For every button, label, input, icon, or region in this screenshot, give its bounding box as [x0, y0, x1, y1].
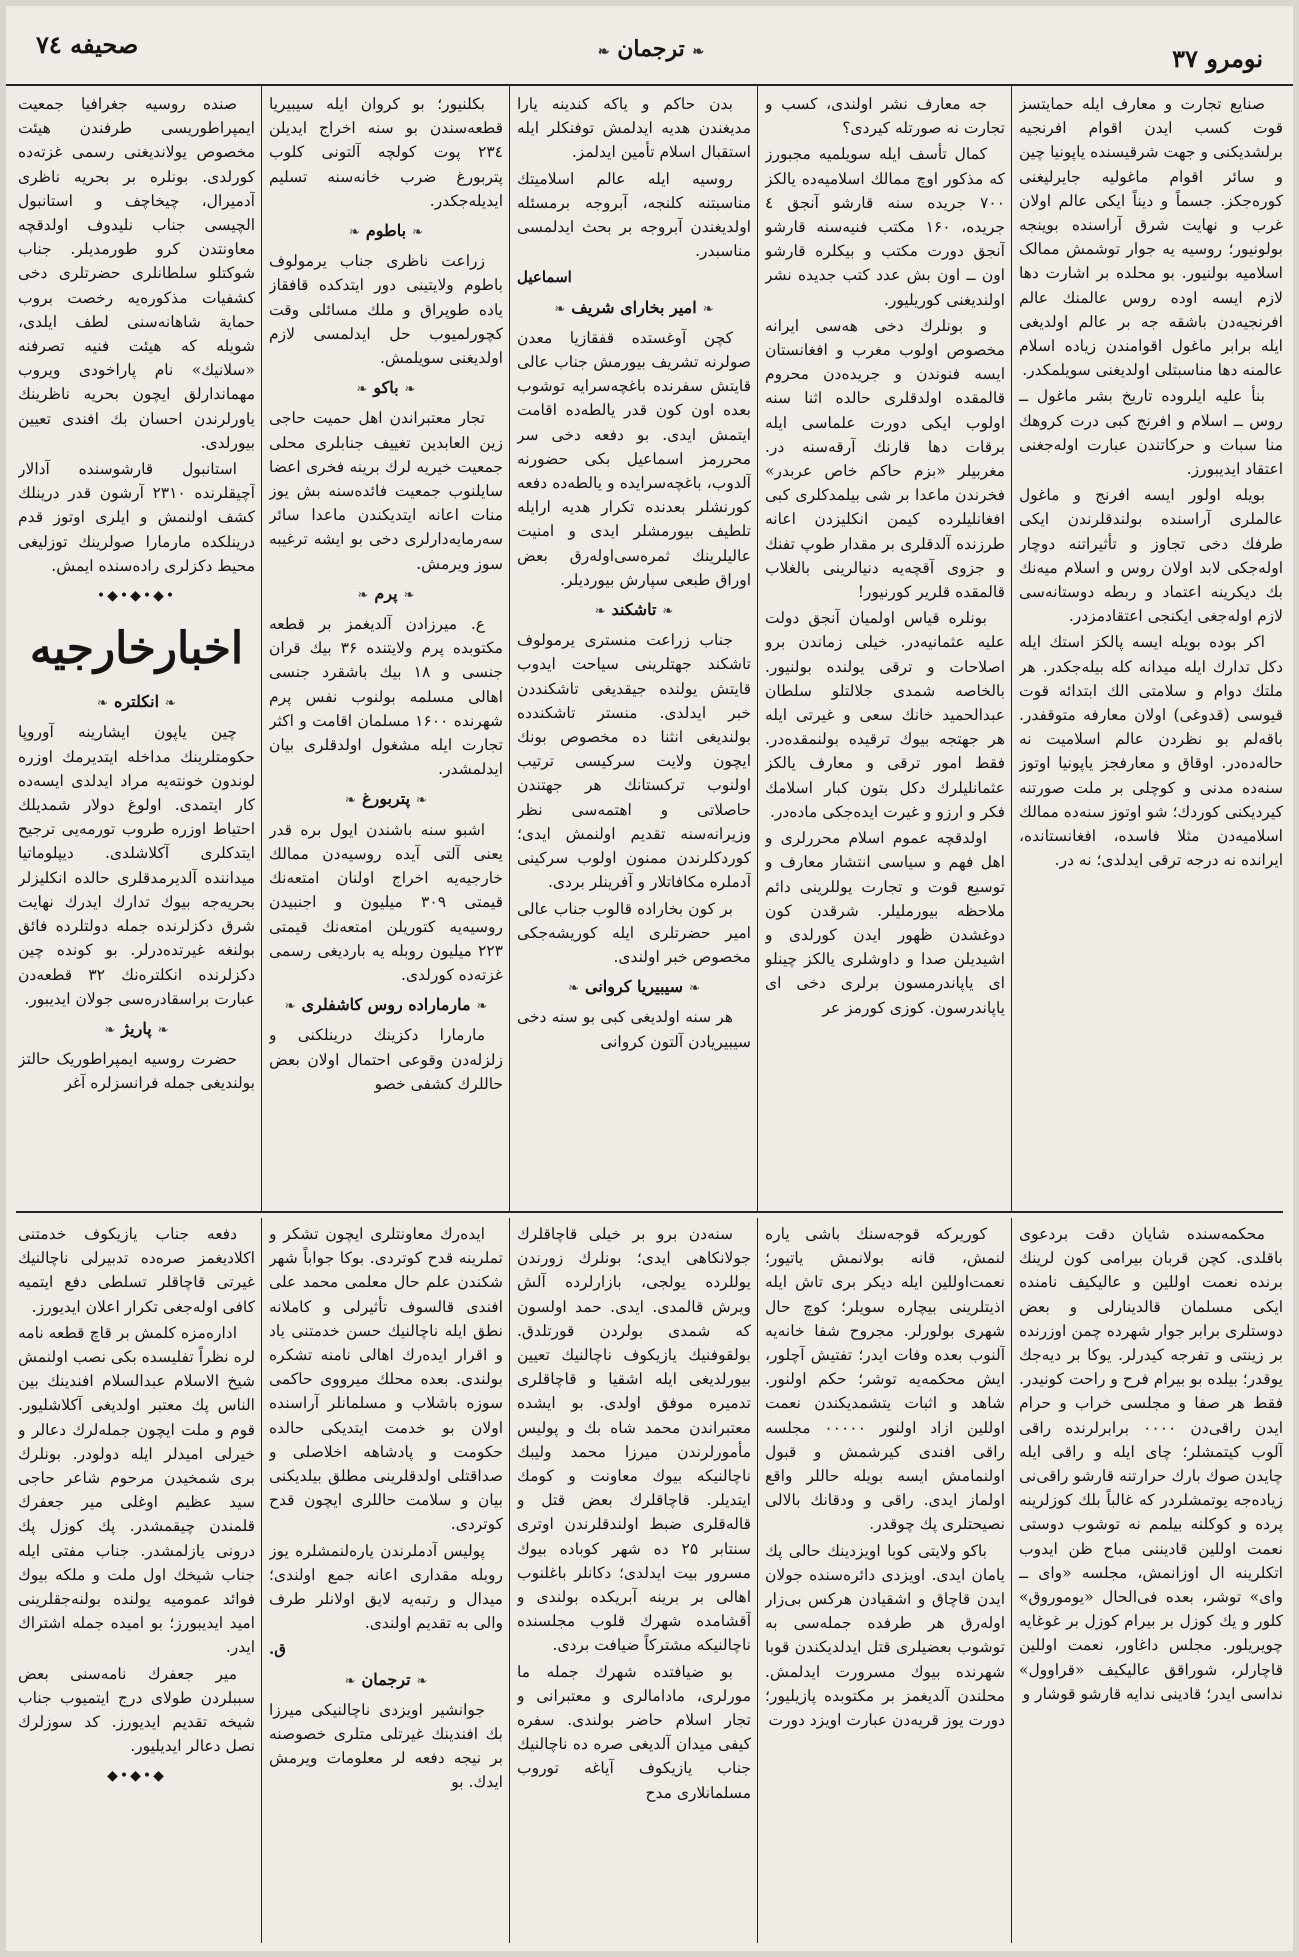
paragraph: میر جعفرك نامەسنی بعض سببلردن طولای درج ایتمیوب جناب شیخه تقدیم ایدیورز. کد سوزلرك نصل دعالر ایدیلیور.	[18, 1664, 255, 1756]
paragraph: اولدقچه عموم اسلام محررلری و اهل فهم و سیاسی انتشار معارف و توسیع قوت و تجارت یوللرینی دائم ملاحظه بیورملیلر. شرقدن کون دوغشدن ظهور ایدن کورلدی و اشیدیلن صدا و داوشلری یالکز چینلو ای یاپاندرمسون برلری دخی ای یاپاندرسون. کوزی کورمز عر	[765, 829, 1005, 1017]
paragraph: صنایع تجارت و معارف ایله حمایتسز قوت کسب ایدن اقوام افرنجیه برلشدیکنی و جهت شرقیسنده یاپونیا چین و سائر اقوام ماغولیه جایرلیغنی کورەجکز. جسماً و دیناً ایکی عالم اولان غرب و نهایت شرق آراسنده بوینجه بولونیور؛ روسیه یه جوار توشمش ممالک اسلامیه بولنیور. بو محلده بر اشارت دها لازم ایسه اوده روس عالمنك عالم افرنجیه‌دن باشقه جه بر عالم اولدیغی ایله برابر ماغول اقوامندن زیاده اسلام عالمنه دها مناسبتلی اولدیغنی سویلمکدر.	[1019, 95, 1283, 380]
paragraph: هر سنه اولدیغی کبی بو سنه دخی سیبیریادن آلتون کروانی	[517, 1008, 751, 1051]
paragraph: کمال تأسف ایله سویلمیه مجبورز که مذکور اوچ ممالك اسلامیه‌ده یالکز ۷۰۰ جریده سنه قارشو آنجق ٤ جریده، ۱۶۰ مکتب فنیه‌سنه قارشو آنجق دورت مکتب و بیکلرە قارشو اون ــ اون بش عدد کتب جدیده نشر اولندیغنی کوریلیور.	[765, 145, 1005, 309]
ornament-icon: ❧	[476, 999, 488, 1015]
paragraph: سنەدن برو بر خیلی قاچاقلرك جولانکاهی ایدی؛ بونلرك زورندن یوللرده یولجی، بازارلرده آلش ویرش قالمدی. ایدی. حمد اولسون که شمدی بولردن قورتلدق. بولقوفنیك یازیکوف ناچالنیك تعیین بیورلدیغی ایله اشقیا و قاچاقلری تدمیره موفق اولدی. بو ایشده معتبراندن محمد شاه بك و پولیس مأمورلرندن میرزا محمد ولیبك ناچالنیکه بیوك معاونت و کومك ایتدیلر. قاچاقلرك بعض قتل و قالەقلری ضبط اولندقلرندن اوتری سنتابر ۲۵ ده شهر کوباده بیوك مسرور بیت ایدلدی؛ دکانلر باغلنوب اهالی بر برینه آبریکده بولندی و آقشامده شهرك قلوب مجلسنده ناچالنیکه مشترکاً ضیافت بردی.	[517, 1225, 751, 1655]
paragraph: بدن حاکم و یاکه کندینه یارا مدیغندن هدیه ایدلمش توفنکلر ایله استقبال اسلام تأمین ایدلمز.	[517, 95, 751, 162]
paragraph: جوانشیر اویزدی ناچالنیکی میرزا بك افندینك غیرتلی متلری خصوصنه بر نیجه دفعه لر معلومات ویرمش ایدك. بو	[269, 1700, 503, 1792]
section-heading-bukhara: ❧امیر بخارای شریف❧	[517, 296, 751, 322]
section-heading-baku: ❧باکو❧	[269, 376, 503, 402]
bottom-column-1	[1019, 1222, 1283, 1942]
author-signature: ق.	[269, 1640, 286, 1659]
paragraph: بویله اولور ایسه افرنج و ماغول عالملری آراسنده بولندقلرندن ایکی طرفك دخی تجاوز و تأثیراتنه دوچار اولەجکی لابد اولان روس و اسلام میەنك بك دیکرینه اعتماد و ربطه دوستانەسی لازم اولەجغی ایکنجی اعتقادمزدر.	[1019, 486, 1283, 626]
section-heading-batum: ❧باطوم❧	[269, 219, 503, 245]
paragraph: جه معارف نشر اولندی، کسب و تجارت نه صورتله کیردی؟	[765, 95, 1005, 138]
ornament-icon: ❧	[165, 696, 176, 712]
ornament-icon: ❧	[597, 44, 610, 60]
page-number: صحیفه ۷٤	[36, 30, 139, 59]
ornament-icon: ❧	[97, 696, 108, 712]
paragraph: باکو ولایتی کوبا اویزدینك حالی پك یامان ایدی. اویزدی دائرەسنده جولان ایدن قاچاق و اشقیادن هرکس بی‌زار اولەرق هر طرفده جملەسی به توشوب بعضیلری قتل ایدلدیکندن قوبا شهرنده بیوك مسرورت ایدلمش. محلندن آلدیغمز بر مکتوبده پازیلیور؛ دورت یوز قریەدن عبارت اویزد دورت	[765, 1541, 1005, 1730]
page-header	[6, 6, 1293, 86]
paragraph: دفعه جناب یازیکوف خدمتنی اکلادیغمز صره‌ده تدبیرلی ناچالنیك غیرتی قاچاقلر تسلطی دفع ایتمیه کافی اولەجغی تکرار اعلان ایدیورز.	[18, 1225, 255, 1316]
section-heading-perm: ❧پرم❧	[269, 582, 503, 608]
diamond-divider: •◆•◆•◆•	[96, 588, 177, 605]
ornament-icon: ❧	[344, 1673, 356, 1689]
paragraph: پولیس آدملرندن یاره‌لنمشلره یوز روبله مقداری اعانه جمع اولندی؛ میدال و رتبه‌یه لایق اولانلر طرف والی به تقدیم اولندی.	[269, 1541, 503, 1633]
paragraph: زراعت ناظری جناب یرمولوف باطوم ولایتینی دور ایتدکده قافقاز یاده طوپراق و ملك مسائلی وقت کچورلمیوب حل ایدلمسی لازم اولدیغنی سویلمش.	[269, 252, 503, 368]
ornament-icon: ❧	[554, 301, 566, 317]
paragraph: حضرت روسیه ایمپراطوریک حالتز بولندیغی جمله فرانسزلره آغر	[18, 1050, 255, 1093]
ornament-icon: ❧	[416, 1673, 428, 1689]
section-heading-marmara: ❧مارمارادە روس کاشفلری❧	[269, 993, 503, 1019]
paragraph: اداره‌مزه کلمش بر قاچ قطعه نامه لره نظراً تفلیسده بکی نصب اولنمش شیخ الاسلام عبدالسلام افندینك بین الناس پك معتبر اولدیغی آکلاشلیور. قوم و ملت ایچون جمله‌لرك دعالر و خیرلی امیدلر ایله دولودر. بونلرك بری شمخیدن مرحوم شاعر حاجی سید عظیم اوغلی میر جعفرك قلمندن چیقمشدر. پك کوزل پك درونی یازلمشدر. جناب مفتی ایله جناب شیخك اول ملت و ملکه بیوك فوائد عمومیه یولنده بولنه‌جقلرینی امید ایدیبورز؛ بو امیده جمله اشتراك ایدر.	[18, 1323, 255, 1657]
column-rule	[757, 86, 758, 1211]
paragraph: کوریرکه قوجەسنك باشی یاره لنمش، قانه بولانمش یاتیور؛ نعمت‌اوللین ایله دیکر بری تاش ایله اذیتلرینی بیچاره سویلر؛ کوچ حال شهری بولورلر. مجروح شفا خانەیه آلنوب بعده وفات ایدر؛ تفتیش آچلور، ایش محکمەیه توشر؛ حکم اولنور. شاهد و اثبات یتشمدیکندن نعمت اوللین ازاد اولنور ۰۰۰۰۰ مجلسه راقی افندی کیرشمش و قبول اولنمامش ایسه بویله حاللر واقع اولماز ایدی. راقی و ودقانك بالالی نصیحتلری پك چوقدر.	[765, 1225, 1005, 1534]
paragraph: صنده روسیه جغرافیا جمعیت ایمپراطوریسی طرفندن هیئت مخصوص یولاندیغنی رسمی غزتەده کورلدی. بونلره بر بحریه ناظری آدمیرال، چیخاچف و استانبول الچیسی جناب نلیدوف اولدقچه معاونتدن کرو طورمدیلر. جناب شوکتلو سلطانلری حضرتلری دخی کشفیات مذکوره‌یه رخصت بروب حمایة شاهانەسنی لطف ایلدی، شویله که هیئت فنیه تصرفنه «سلانیك» نام پاراخودی ویروب مهماندارلق ایچون بحریه ناظرینك یاورلرندن احسان بك افندی تعیین بیورلدی.	[18, 95, 255, 452]
column-5	[18, 92, 255, 1206]
column-1	[1019, 92, 1283, 1206]
ornament-icon: ❧	[568, 981, 579, 997]
column-rule	[261, 1218, 262, 1943]
section-heading-paris: ❧پاریژ❧	[18, 1017, 255, 1043]
paragraph: استانبول قارشوسنده آدالار آچیقلرنده ۲۳۱۰ آرشون قدر درینلك کشف اولنمش و ایلری اوتوز قدم درینلکده مارمارا صولرینك توزلیغی محیط دکزلری رادەسنده ایمش.	[18, 460, 255, 575]
ornament-icon: ❧	[404, 382, 416, 398]
ornament-icon: ❧	[594, 604, 606, 620]
column-rule	[757, 1218, 758, 1943]
paragraph: چین یاپون ایشارینه آوروپا حکومتلرینك مداخله ایتدیرمك اوزره لوندون خونته‌یه مراد ایدلدی ایسه‌ده کار ایتمدی. اولوغ دولار شمدیلك احتیاط اوزره طروب تورمەیی ترجیح ایتدکلری آکلاشلدی. دیپلوماتیا میداننده آلدیرمدقلری حالده انکلیزلر بحریه‌جه بیوك تدارك ایدرك نهایت شرق دکزلرنده جمله دولتلرده فائق بولنغه غیرتدەدرلر. بو کونده چین دکزلرنده انکلترەنك ۳۲ قطعەدن عبارت براسقادرەسی جولان ایدیبور.	[18, 723, 255, 1008]
bottom-column-4	[269, 1222, 503, 1942]
author-signature: اسماعیل	[517, 268, 572, 287]
section-heading-england: ❧انکلتره❧	[18, 690, 255, 716]
section-heading-petersburg: ❧پتربورغ❧	[269, 787, 503, 813]
ornament-icon: ❧	[348, 225, 360, 241]
column-3	[517, 92, 751, 1206]
ornament-icon: ❧	[284, 999, 296, 1015]
column-2	[765, 92, 1005, 1206]
ornament-icon: ❧	[692, 44, 705, 60]
ornament-icon: ❧	[345, 793, 356, 809]
column-rule	[1011, 86, 1012, 1211]
foreign-news-masthead: اخبارخارجیه	[29, 623, 244, 675]
section-heading-tashkent: ❧تاشکند❧	[517, 598, 751, 624]
paragraph: و بونلرك دخی هەسی ایرانه مخصوص اولوب مغرب و افغانستان ایسه فنوندن و جریدەدن محروم قالمقده اولدقلری حالده اثنا سنه اولوب ایکی دورت علماسی ایله برقات دها قارنك آرقەسنه در. مغربیلر «بزم حاکم خاص عربدر» فخرندن ماعدا بر شی بیلمدکلری کبی افغانلیلرده کیمن انکلیزدن اعانه طرزنده آلدقلری بر مقدار طوپ تفنك و جزوی آقچه‌یه دنیالرینی بالغلاب قالمقده قلریر کورنیور!	[765, 316, 1005, 602]
column-4	[269, 92, 503, 1206]
paragraph: ایدەرك معاونتلری ایچون تشکر و تملرینه قدح کوتردی. بوکا جواباً شهر شکندن علم حال معلمی محمد علی افندی قالسوف تأثیرلی و کاملانه نطق ایله ناچالنیك حسن خدمتنی یاد و اقرار ایدەرك اهالی نامنه تشکره بولندی. بعده محلك میرووی حاکمی سوزه باشلاب و مسلمانلر آراسنده اولان بو خدمت ایتدیکی حالده حکومت و پادشاهه اخلاصلی و صداقتلی اولدقلرینی مطلق بیلدیکنی بیان و سلامت حاللری ایچون قدح کوتردی.	[269, 1225, 503, 1534]
ornament-icon: ❧	[702, 301, 714, 317]
issue-number: نومرو ۳۷	[1172, 44, 1263, 73]
diamond-divider: ◆•◆•◆	[107, 1768, 166, 1785]
paragraph: بونلره قیاس اولمیان آنجق دولت علیه عثمانیه‌در. خیلی زماندن برو اصلاحات و ترقی یولنده بولنیور. بالخاصه شمدی جلالتلو سلطان عبدالحمید خانك سعی و غیرتی ایله هر جهتجه بیوك ترقیده بولنمقده‌در. فقط امور ترقی و معارف یالکز عثمانلیلرك دکل بتون کبار اسلامك فکر و ارزو و غیرت ایدەجکی ماده‌در.	[765, 609, 1005, 821]
paragraph: ع. میرزادن آلدیغمز بر قطعه مکتوبده پرم ولایتنده ۳۶ بیك قران جنسی و ۱۸ بیك باشقرد جنسی اهالی مسلمه بولنوب نفس پرم شهرنده ۱۶۰۰ مسلمان اقامت و اکثر تجارت ایله مشغول اولدقلری بیان ایدلمشدر.	[269, 615, 503, 779]
ornament-icon: ❧	[356, 382, 368, 398]
newspaper-page	[6, 6, 1293, 1951]
column-rule	[509, 86, 510, 1211]
ornament-icon: ❧	[104, 1022, 116, 1038]
ornament-icon: ❧	[412, 225, 424, 241]
paragraph: بر کون بخارادە قالوب جناب عالی امیر حضرتلری ایله کوریشەجکی مخصوص خبر اولندی.	[517, 899, 751, 966]
column-rule	[261, 86, 262, 1211]
paragraph: کچن آوغستده قفقازیا معدن صولرنه تشریف بیورمش جناب عالی قایتش سفرنده باغچەسرایه توشوب بعده اون کون قدر یالطەده اقامت ایتمش ایدی. بو دفعه دخی سر محررمز اسماعیل بکی حضورنه آلدوب، باغچەسرایده و یالطەده دفعه کورنشلر بعدنده تکرار هدیه ارایله تلطیف بیورمشلر ایدی و امنیت عالیلرینك ثمرەسی‌اولەرق بعض اوراق طبعی سپارش بیوردیلر.	[517, 328, 751, 589]
paragraph: اکر بوده بویله ایسه پالکز استك ایله دکل تدارك ایله میدانه کله بیلەجکدر. هر ملتك دوام و سلامتی الك ابتدائه قوت قیوسی (قدوغی) اولان معارفه متوقفدر. باقەلم بو نظردن عالم اسلامیت نه حالەدەدر. اوقاق و معارفجز یاپونیا اوتوز سنەده مدنی و کوچلی بر ملت صورتنه کیردیکنی کوردك؛ شو اوتوز سنەده ممالك اسلامیەدن مثلا فاسده، افغانستانده، ایرانده نه درجه ترقی ایدلدی؛ نه در.	[1019, 633, 1283, 870]
paragraph: بو ضیافتده شهرك جمله ما مورلری، مادامالری و معتبرانی و تجار اسلام حاضر بولندی. سفره کیفی میدان آلدیغی صره ده ناچالنیك جناب یازیکوف آیاغه توروب مسلمانلاری مدح	[517, 1662, 751, 1802]
bottom-column-3	[517, 1222, 751, 1942]
ornament-icon: ❧	[416, 793, 427, 809]
bottom-column-2	[765, 1222, 1005, 1942]
paragraph: جناب زراعت منستری یرمولوف تاشکند جهتلرینی سیاحت ایدوب قایتش یولنده جیقدیغی تاشکنددن خبر ایدلدی. منستر تاشکندده بولندیغی انثنا ده مخصوص بونك ایچون ولایت سرکیسی ترتیب اولنوب ترکستانك هر جهتندن حاصلاتی و اهتمەسی نظر وزیرانەسنه تقدیم اولنمش ایدی؛ کوردکلرندن ممنون اولوب سرکینی آدملره مکافاتلار و آفرینلر بردی.	[517, 631, 751, 892]
ornament-icon: ❧	[357, 587, 369, 603]
newspaper-title: ترجمان	[617, 36, 685, 62]
paragraph: محکمەسنده شایان دقت بردعوی باقلدی. کچن قربان بیرامی کون لرینك برنده نعمت اوللین و عالیکیف نامنده ایکی مسلمان قالدینارلی و بعض دوستلری برابر جوار شهرده چمن اوزرنده بر زینتی و تفرجه کیدرلر. یوکا بر دیەجك یوقدر؛ بیلدە بو بیرام فرح و راحت کونیدر. فقط هر صفا و مجلسی خراب و حرام ایدن راقی‌دن ۰۰۰۰ برابرلرنده راقی آلوب کیتمشلر؛ چای ایله و راقی ایله چایدن صوك بارك حرارتنه قارشو راقی‌نی زیاده‌جه یوتمشلردر که غالباً بلك کوزلرینه پرده و کوکلنه بیلمم نه توشوب دوستی نعمت اوللین قادیننی مباح ظن ایدوب اتکلرینه ال اوزانمش، مجلسه «وای ــ وای» توشر، بعده فی‌الحال «یوموروق» کلور و یك کوزل بر بیرام کوزل بر غوغایه چویریلور. مجلس داغاور، نعمت اوللین قاچارلر، شوراقق عالیکیف «قراوول» نداسی ایدر؛ قادینی ندایه قارشو قوشار و	[1019, 1225, 1283, 1703]
ornament-icon: ❧	[403, 587, 415, 603]
column-rule	[509, 1218, 510, 1943]
paragraph: مارمارا دکزینك درینلکنی و زلزلەدن وقوعی احتمال اولان بعض حاللرك کشفی خصو	[269, 1026, 503, 1093]
column-rule	[1011, 1218, 1012, 1943]
newspaper-title-row	[566, 36, 736, 62]
ornament-icon: ❧	[662, 604, 674, 620]
paragraph: تجار معتبراندن اهل حمیت حاجی زین العابدین تغییف جنابلری محلی جمعیت خیریه لرك برینه فخری اعضا سایلنوب جمعیت فائدەسنه بش یوز منات اعانه ایتدیکندن ماعدا سائر سەرمایه‌دارلری دخی بو ایشه ترغیبه سوز ویرمش.	[269, 409, 503, 573]
section-heading-terjuman: ❧ترجمان❧	[269, 1668, 503, 1694]
section-rule	[16, 1211, 1283, 1213]
ornament-icon: ❧	[157, 1022, 169, 1038]
paragraph: بکلنیور؛ بو کروان ایله سیبیریا قطعەسندن بو سنه اخراج ایدیلن ۲۳٤ پوت کولچه آلتونی کلوب پتربورغ ضرب خانەسنه تسلیم ایدیلەجکدر.	[269, 95, 503, 210]
section-heading-siberia: ❧سیبیریا کروانی❧	[517, 975, 751, 1001]
paragraph: اشبو سنه باشندن ایول بره قدر یعنی آلتی آیده روسیەدن ممالك خارجیەیه اخراج اولنان امتعەنك قیمتی ۳۰۹ میلیون و اجنبیدن روسیەیه کتوریلن امتعەنك قیمتی ۲۲۳ میلیون روبله یه باردیغی رسمی غزتەده کورلدی.	[269, 820, 503, 984]
bottom-column-5	[18, 1222, 255, 1942]
paragraph: روسیه ایله عالم اسلامیتك مناسبتنه کلنجه، آبروجه برمسئله اولدیغندن آبروجه بر بحث ایدلمسی مناسبدر.	[517, 169, 751, 261]
paragraph: بنأ علیه ایلروده تاریخ بشر ماغول ــ روس ــ اسلام و افرنج کبی درت کروهك منا سبات و حرکاتندن عبارت اولەجغنی اعتقاد ایدیبورز.	[1019, 387, 1283, 479]
ornament-icon: ❧	[689, 981, 700, 997]
